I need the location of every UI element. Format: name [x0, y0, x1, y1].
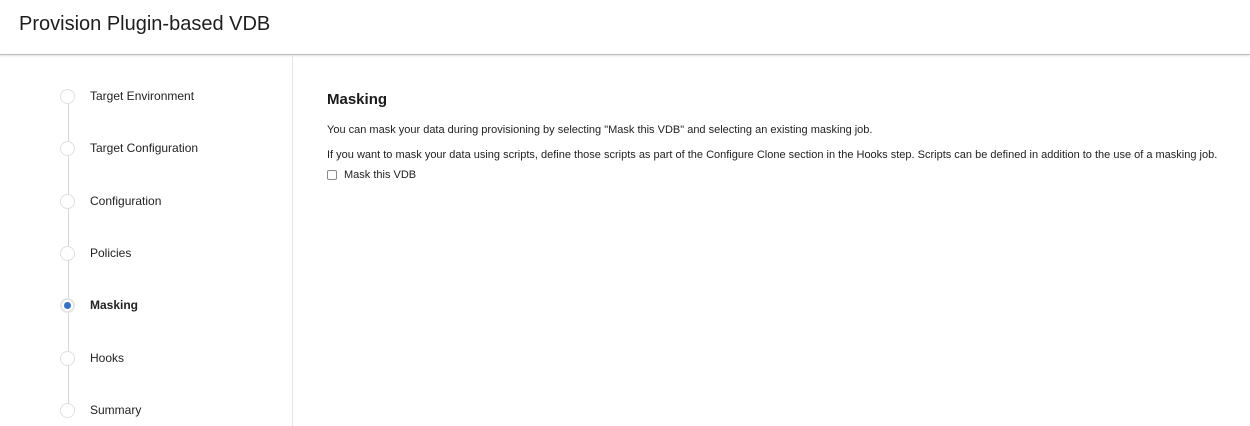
section-title: Masking [327, 91, 388, 108]
step-indicator-icon [60, 351, 75, 366]
step-configuration[interactable] [60, 194, 290, 212]
step-indicator-icon [60, 89, 75, 104]
step-masking[interactable] [60, 298, 290, 316]
step-label: Target Environment [90, 89, 195, 103]
masking-panel [327, 90, 1247, 182]
step-label: Masking [90, 298, 139, 312]
step-target-environment[interactable] [60, 89, 290, 107]
step-label: Target Configuration [90, 141, 199, 155]
step-indicator-icon [60, 194, 75, 209]
page-title: Provision Plugin-based VDB [19, 13, 271, 35]
mask-vdb-option[interactable] [327, 168, 1247, 182]
step-hooks[interactable] [60, 351, 290, 369]
wizard-steps-sidebar [0, 56, 293, 426]
mask-vdb-checkbox[interactable] [327, 170, 337, 180]
step-indicator-icon [60, 246, 75, 261]
step-label: Configuration [90, 194, 162, 208]
masking-scripts-description: If you want to mask your data using scripts, define those scripts as part of the Configure Clone section in the Hooks step. Scripts can be defined in addition to the use of a masking job. [327, 149, 1218, 161]
step-active-indicator-icon [60, 298, 75, 313]
mask-vdb-label: Mask this VDB [344, 169, 417, 181]
step-summary[interactable] [60, 403, 290, 421]
step-label: Summary [90, 403, 142, 417]
step-indicator-icon [60, 403, 75, 418]
step-label: Policies [90, 246, 132, 260]
masking-description: You can mask your data during provisioning by selecting "Mask this VDB" and selecting an existing masking job. [327, 124, 873, 136]
step-label: Hooks [90, 351, 125, 365]
step-target-configuration[interactable] [60, 141, 290, 159]
step-indicator-icon [60, 141, 75, 156]
step-policies[interactable] [60, 246, 290, 264]
page-header [0, 0, 1250, 55]
